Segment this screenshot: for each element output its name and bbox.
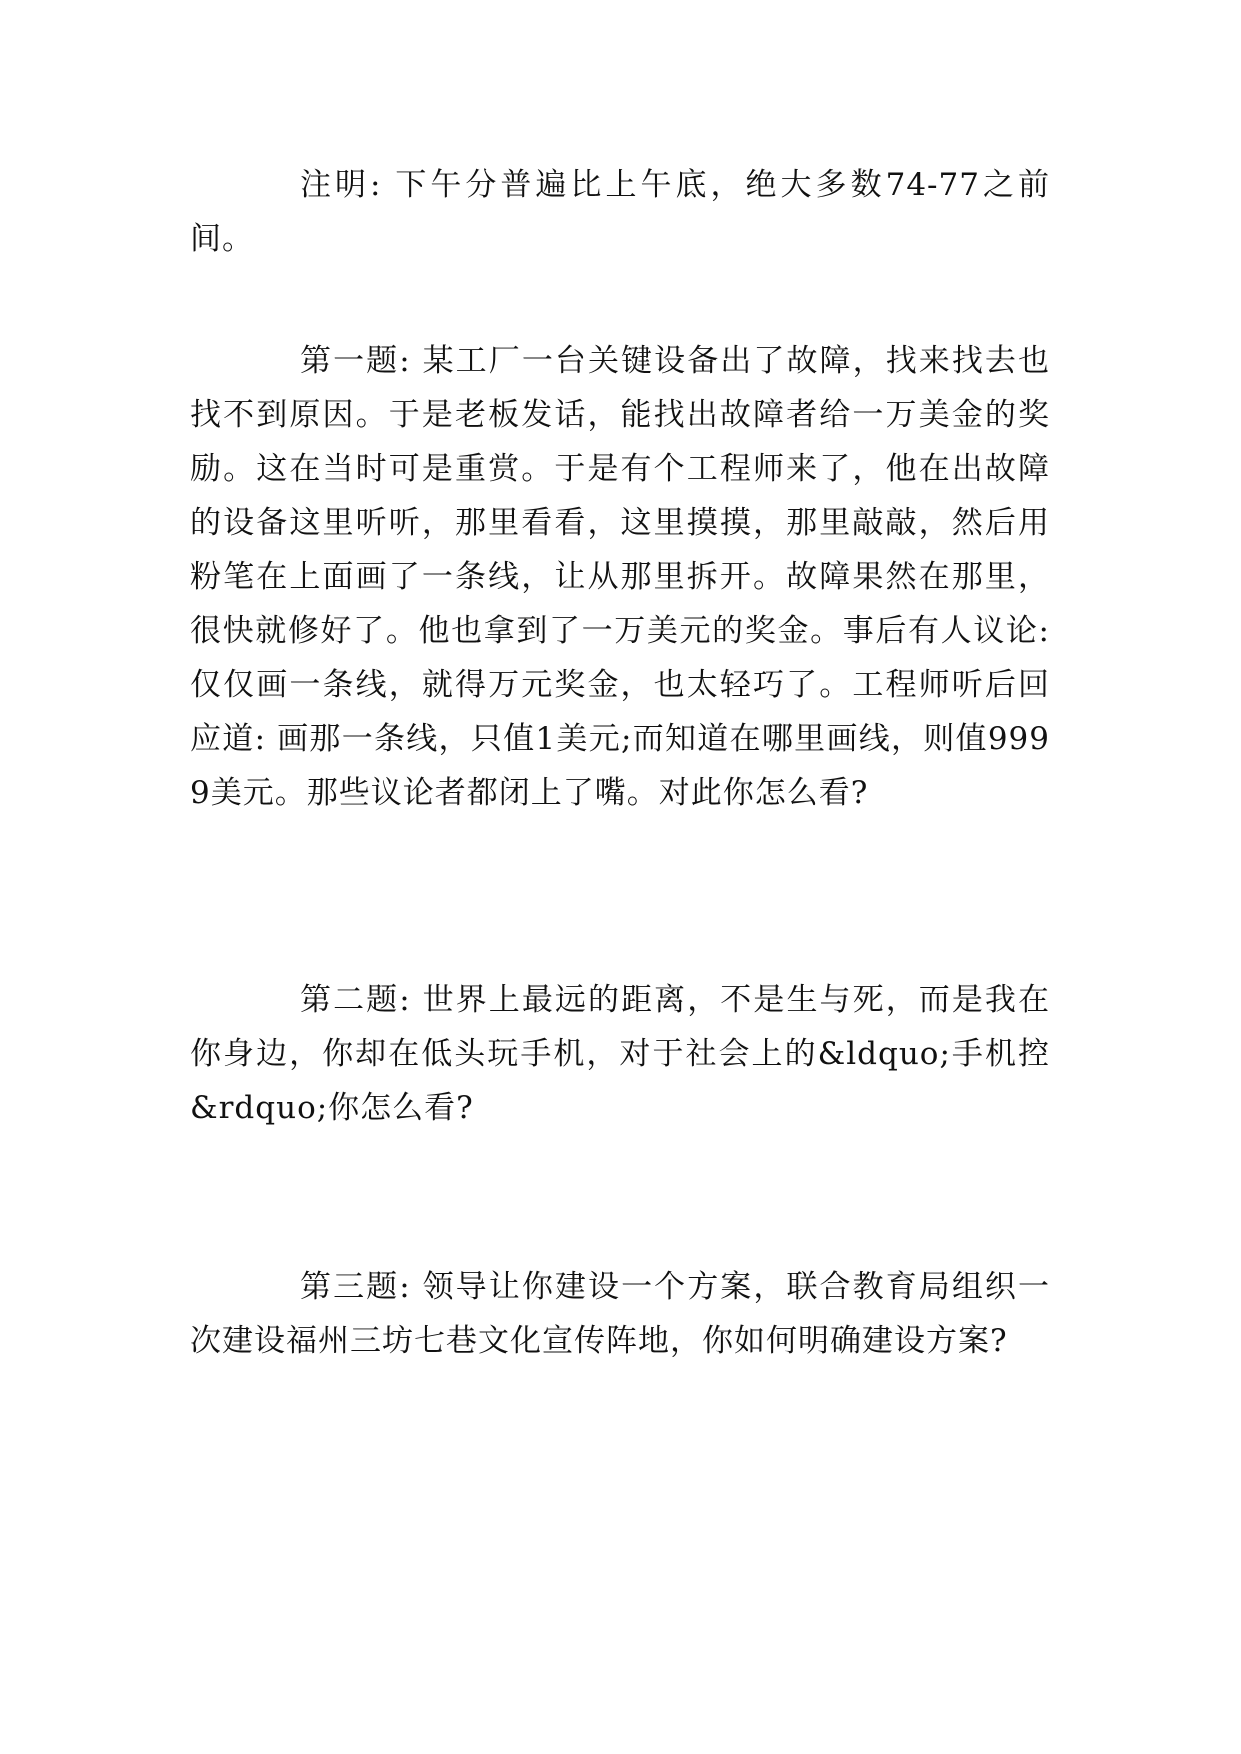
question-1-paragraph: 第一题: 某工厂一台关键设备出了故障，找来找去也找不到原因。于是老板发话，能找出故障者给一万美金的奖励。这在当时可是重赏。于是有个工程师来了，他在出故障的设备这里听听，那里看看，这里摸摸，那里敲敲，然后用粉笔在上面画了一条线，让从那里拆开。故障果然在那里，很快就修好了。他也拿到了一万美元的奖金。事后有人议论: 仅仅画一条线，就得万元奖金，也太轻巧了。工程师听后回应道: 画那一条线，只值1美元;而知道在哪里画线，则值9999美元。那些议论者都闭上了嘴。对此你怎么看?: [190, 343, 1050, 811]
question-2-paragraph: 第二题: 世界上最远的距离，不是生与死，而是我在你身边，你却在低头玩手机，对于社会上的&ldquo;手机控&rdquo;你怎么看?: [190, 982, 1050, 1126]
question-3-paragraph: 第三题: 领导让你建设一个方案，联合教育局组织一次建设福州三坊七巷文化宣传阵地，你如何明确建设方案?: [190, 1269, 1050, 1359]
note-paragraph: 注明: 下午分普遍比上午底，绝大多数74-77之前间。: [190, 167, 1050, 257]
